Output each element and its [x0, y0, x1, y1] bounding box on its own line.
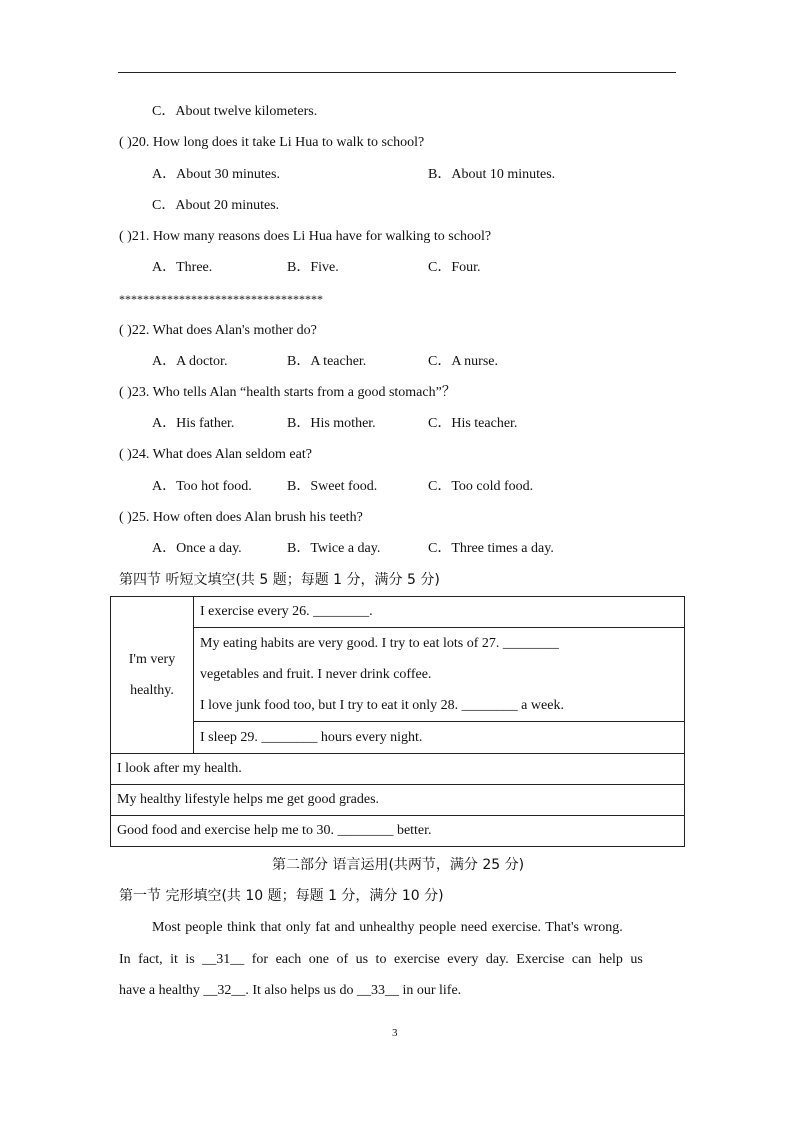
q22-option-b: B．A teacher. [287, 354, 367, 369]
blank-32: __32__ [203, 983, 246, 998]
table-left-line1: I'm very [128, 652, 176, 667]
blank-33: __33__ [356, 983, 399, 998]
passage-line2-a: In fact, it is [119, 952, 203, 967]
passage-line3-a: have a healthy [119, 983, 204, 998]
table-row2-line1: My eating habits are very good. I try to eat lots of 27. ________ [200, 636, 559, 651]
q25-option-a: A．Once a day. [152, 541, 242, 556]
q25-stem: ( )25. How often does Alan brush his teeth? [119, 510, 363, 525]
table-row-health: I look after my health. [111, 754, 685, 785]
blank-31: __31__ [202, 952, 245, 967]
page-number: 3 [392, 1027, 398, 1039]
table-left-cell [111, 597, 194, 754]
q21-option-c: C．Four. [428, 260, 481, 275]
q20-option-a: A．About 30 minutes. [152, 167, 280, 182]
table-row-29: I sleep 29. ________ hours every night. [194, 722, 685, 754]
passage-line3-b: . It also helps us do [245, 983, 357, 998]
passage-line1: Most people think that only fat and unhealthy people need exercise. That's wrong. [152, 920, 623, 935]
table-row2-line3: I love junk food too, but I try to eat it only 28. ________ a week. [200, 698, 564, 713]
q23-stem: ( )23. Who tells Alan “health starts from a good stomach”？ [119, 385, 456, 400]
q20-stem: ( )20. How long does it take Li Hua to walk to school? [119, 135, 425, 150]
q24-option-b: B．Sweet food. [287, 479, 378, 494]
q23-option-b: B．His mother. [287, 416, 376, 431]
q21-stem: ( )21. How many reasons does Li Hua have for walking to school? [119, 229, 492, 244]
q23-option-a: A．His father. [152, 416, 235, 431]
section4-title: 第四节 听短文填空(共 5 题；每题 1 分，满分 5 分) [119, 572, 440, 588]
table-row-26: I exercise every 26. ________. [194, 597, 685, 628]
q22-option-a: A．A doctor. [152, 354, 228, 369]
part2-title: 第二部分 语言运用(共两节，满分 25 分) [272, 857, 525, 873]
cloze-title: 第一节 完形填空(共 10 题；每题 1 分，满分 10 分) [119, 888, 444, 904]
q22-option-c: C．A nurse. [428, 354, 498, 369]
q20-option-b: B．About 10 minutes. [428, 167, 556, 182]
q24-option-a: A．Too hot food. [152, 479, 252, 494]
table-left-line2: healthy. [130, 683, 174, 698]
passage-line3 [119, 982, 461, 1000]
q24-option-c: C．Too cold food. [428, 479, 534, 494]
table-row-30: Good food and exercise help me to 30. ________ better. [111, 816, 685, 847]
table-row-27-28 [194, 628, 685, 722]
q23-option-c: C．His teacher. [428, 416, 518, 431]
q21-option-b: B．Five. [287, 260, 339, 275]
q24-stem: ( )24. What does Alan seldom eat? [119, 447, 312, 462]
q25-option-b: B．Twice a day. [287, 541, 381, 556]
q22-stem: ( )22. What does Alan's mother do? [119, 323, 317, 338]
passage-line2 [119, 951, 643, 969]
separator: ********************************** [119, 292, 323, 306]
q19-option-c: C．About twelve kilometers. [152, 104, 318, 119]
header-rule [118, 72, 676, 73]
q21-option-a: A．Three. [152, 260, 213, 275]
table-row-lifestyle: My healthy lifestyle helps me get good grades. [111, 785, 685, 816]
passage-line3-c: in our life. [398, 983, 462, 998]
table-row2-line2: vegetables and fruit. I never drink coffee. [200, 667, 432, 682]
listening-fill-table [110, 596, 685, 847]
q20-option-c: C．About 20 minutes. [152, 198, 280, 213]
q25-option-c: C．Three times a day. [428, 541, 554, 556]
passage-line2-b: for each one of us to exercise every day. Exercise can help us [244, 952, 643, 967]
